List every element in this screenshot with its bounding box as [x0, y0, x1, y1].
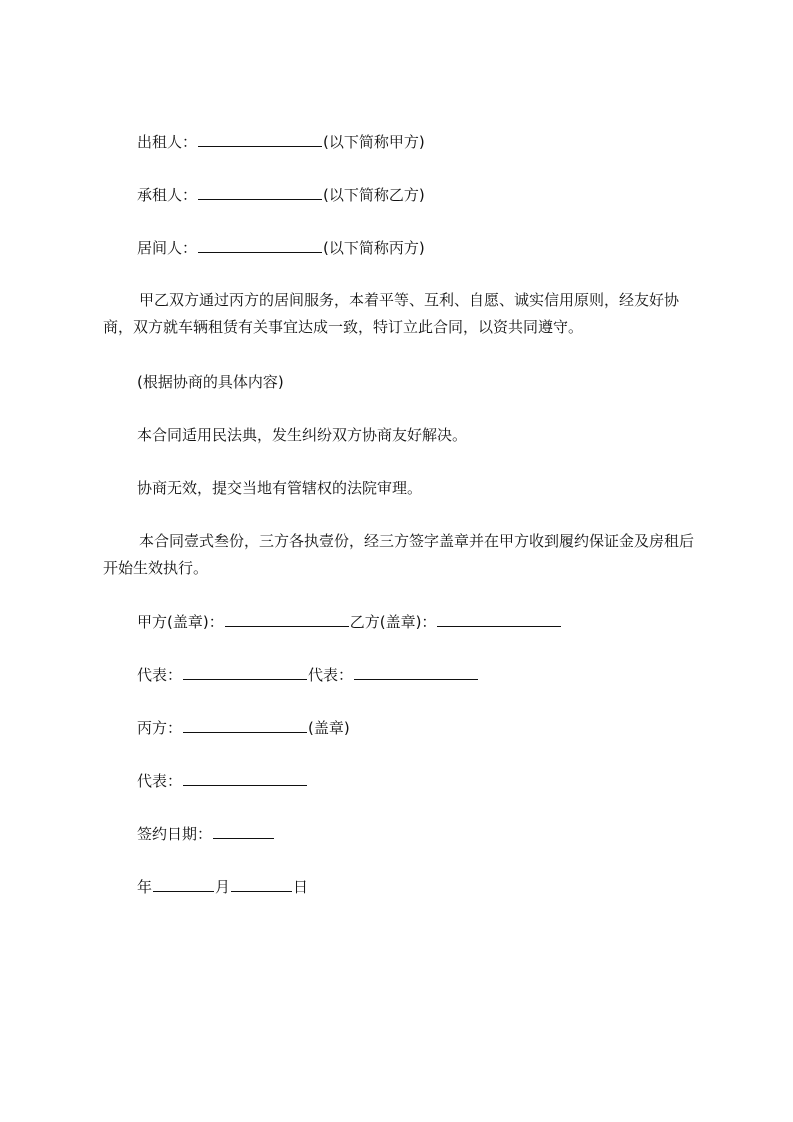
lessee-suffix: (以下简称乙方) [323, 186, 425, 204]
lessor-line [137, 131, 425, 152]
day-label: 日 [293, 878, 309, 896]
year-blank[interactable] [153, 876, 214, 892]
sign-date-blank[interactable] [213, 823, 274, 839]
party-b-representative-blank[interactable] [354, 664, 478, 680]
governing-law-clause: 本合同适用民法典，发生纠纷双方协商友好解决。 [137, 426, 468, 444]
lessee-name-blank[interactable] [198, 184, 322, 200]
content-note: (根据协商的具体内容) [137, 373, 284, 391]
date-line [137, 876, 308, 897]
party-c-representative-line [137, 770, 308, 791]
copies-paragraph [103, 528, 703, 582]
intermediary-label: 居间人： [137, 239, 198, 257]
party-a-seal-blank[interactable] [225, 611, 349, 627]
party-c-line [137, 717, 350, 738]
representative-line [137, 664, 479, 685]
month-label: 月 [215, 878, 231, 896]
lessor-label: 出租人： [137, 133, 198, 151]
representative-label: 代表： [137, 772, 183, 790]
dispute-clause: 协商无效，提交当地有管辖权的法院审理。 [137, 479, 423, 497]
party-b-seal-blank[interactable] [437, 611, 561, 627]
representative-label: 代表： [137, 666, 183, 684]
month-blank[interactable] [231, 876, 292, 892]
party-c-label: 丙方： [137, 719, 183, 737]
sign-date-label: 签约日期： [137, 825, 213, 843]
lessee-line [137, 184, 425, 205]
party-c-blank[interactable] [183, 717, 307, 733]
party-a-representative-blank[interactable] [183, 664, 307, 680]
sign-date-line [137, 823, 275, 844]
representative-label: 代表： [308, 666, 354, 684]
year-label: 年 [137, 878, 153, 896]
intermediary-line [137, 237, 425, 258]
party-c-seal-suffix: (盖章) [308, 719, 350, 737]
lessor-suffix: (以下简称甲方) [323, 133, 425, 151]
party-c-representative-blank[interactable] [183, 770, 307, 786]
intermediary-suffix: (以下简称丙方) [323, 239, 425, 257]
lessor-name-blank[interactable] [198, 131, 322, 147]
party-b-seal-label: 乙方(盖章)： [349, 613, 437, 631]
party-signature-line [137, 611, 562, 632]
agreement-paragraph [103, 287, 703, 341]
lessee-label: 承租人： [137, 186, 198, 204]
agreement-paragraph-text: 甲乙双方通过丙方的居间服务，本着平等、互利、自愿、诚实信用原则，经友好协商，双方就车辆租赁有关事宜达成一致，特订立此合同，以资共同遵守。 [103, 291, 680, 336]
party-a-seal-label: 甲方(盖章)： [137, 613, 224, 631]
copies-paragraph-text: 本合同壹式叁份，三方各执壹份，经三方签字盖章并在甲方收到履约保证金及房租后开始生效执行。 [103, 532, 695, 577]
intermediary-name-blank[interactable] [198, 237, 322, 253]
